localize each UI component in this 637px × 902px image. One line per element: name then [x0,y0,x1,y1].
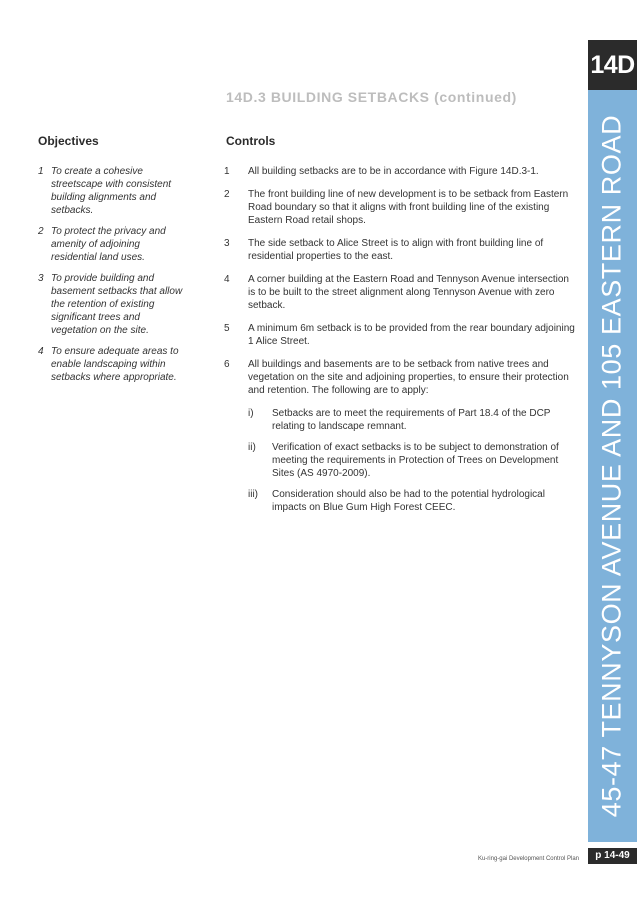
chapter-code-tab: 14D [588,40,637,90]
control-text: The front building line of new development is to be setback from Eastern Road boundary so that it aligns with front building line of the existing Eastern Road retail shops. [248,189,569,226]
control-subitem [248,488,578,514]
objective-number: 1 [38,166,44,177]
objectives-list [38,165,186,392]
objective-item [38,345,186,384]
objective-number: 4 [38,346,44,357]
objective-number: 2 [38,226,44,237]
subitem-number: i) [248,408,254,419]
control-item [224,188,578,227]
objective-text: To create a cohesive streetscape with consistent building alignments and setbacks. [51,166,172,216]
control-sublist [248,407,578,514]
objective-text: To ensure adequate areas to enable landscaping within setbacks where appropriate. [51,346,179,383]
control-number: 2 [224,189,230,200]
control-number: 5 [224,323,230,334]
footer-document-name: Ku-ring-gai Development Control Plan [477,856,579,862]
control-item [224,322,578,348]
control-text: A corner building at the Eastern Road and Tennyson Avenue intersection is to be built to the street alignment along Tennyson Avenue with zero setback. [248,274,569,311]
subitem-number: ii) [248,442,256,453]
section-title: 14D.3 BUILDING SETBACKS (continued) [226,89,517,105]
subitem-text: Consideration should also be had to the potential hydrological impacts on Blue Gum High Forest CEEC. [272,489,545,513]
objective-text: To provide building and basement setbacks that allow the retention of existing significant trees and vegetation on the site. [51,273,183,336]
subitem-text: Setbacks are to meet the requirements of Part 18.4 of the DCP relating to landscape remnant. [272,408,551,432]
control-text: The side setback to Alice Street is to align with front building line of residential properties to the east. [248,238,544,262]
control-text: All buildings and basements are to be setback from native trees and vegetation on the site and adjoining properties, to ensure their protection and retention. The following are to apply: [248,359,569,396]
controls-heading: Controls [226,134,276,148]
control-number: 4 [224,274,230,285]
control-subitem [248,441,578,480]
subitem-text: Verification of exact setbacks is to be subject to demonstration of meeting the requirements in Protection of Trees on Development Sites (AS 4970-2009). [272,442,559,479]
control-number: 3 [224,238,230,249]
page-number: p 14-49 [588,848,637,864]
objective-text: To protect the privacy and amenity of adjoining residential land uses. [51,226,166,263]
chapter-side-title: 45-47 TENNYSON AVENUE AND 105 EASTERN ROAD [596,114,627,818]
objective-number: 3 [38,273,44,284]
control-text: All building setbacks are to be in accordance with Figure 14D.3-1. [248,166,539,177]
controls-list [224,165,578,532]
objective-item [38,225,186,264]
control-subitem [248,407,578,433]
control-item [224,273,578,312]
control-item [224,237,578,263]
control-item [224,165,578,178]
control-number: 1 [224,166,230,177]
control-number: 6 [224,359,230,370]
objective-item [38,272,186,337]
objective-item [38,165,186,217]
control-item [224,358,578,522]
subitem-number: iii) [248,489,258,500]
objectives-heading: Objectives [38,134,99,148]
control-text: A minimum 6m setback is to be provided from the rear boundary adjoining 1 Alice Street. [248,323,575,347]
